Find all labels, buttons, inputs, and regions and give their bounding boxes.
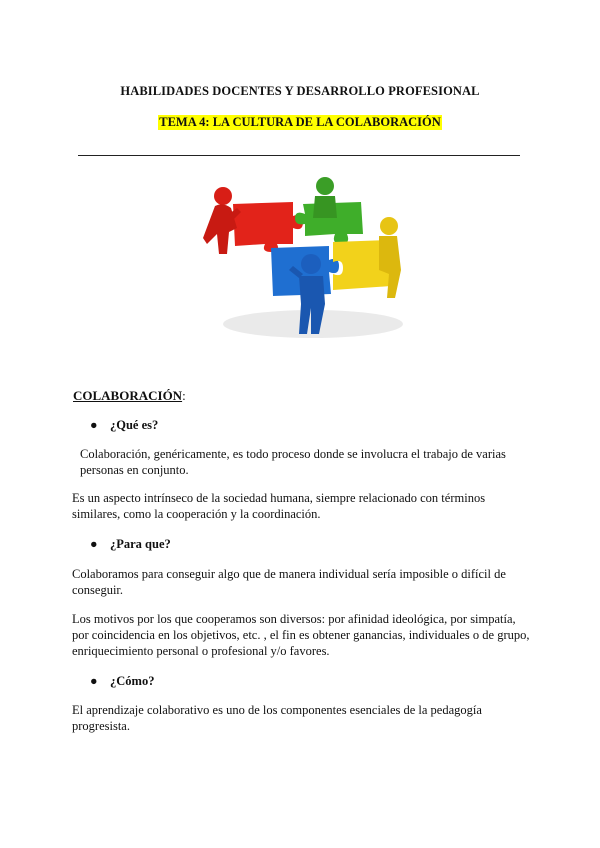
document-title: HABILIDADES DOCENTES Y DESARROLLO PROFESIONAL (120, 84, 480, 98)
bullet-para-que: ● ¿Para que? (90, 537, 171, 551)
puzzle-teamwork-figures-icon (193, 174, 413, 342)
bullet-que-es: ● ¿Qué es? (90, 418, 159, 432)
bullet-dot: ● (90, 537, 98, 551)
bullet-dot: ● (90, 674, 98, 688)
section-heading: COLABORACIÓN: (73, 388, 186, 403)
paragraph: Es un aspecto intrínseco de la sociedad humana, siempre relacionado con términos similares, como la cooperación y la coordinación. (72, 491, 486, 521)
paragraph: El aprendizaje colaborativo es uno de los componentes esenciales de la pedagogía progresista. (72, 703, 482, 733)
document-subtitle-highlighted: TEMA 4: LA CULTURA DE LA COLABORACIÓN (159, 115, 441, 129)
paragraph: Colaboramos para conseguir algo que de manera individual sería imposible o difícil de conseguir. (72, 567, 506, 597)
bullet-como: ● ¿Cómo? (90, 674, 155, 688)
horizontal-divider (78, 155, 520, 156)
paragraph: Colaboración, genéricamente, es todo proceso donde se involucra el trabajo de varias personas en conjunto. (80, 447, 506, 477)
paragraph: Los motivos por los que cooperamos son diversos: por afinidad ideológica, por simpatía, por coincidencia en los objetivos, etc. , el fin es obtener ganancias, individuales o de grupo, enriquecimiento personal o profesional y/o favores. (72, 612, 530, 658)
bullet-dot: ● (90, 418, 98, 432)
